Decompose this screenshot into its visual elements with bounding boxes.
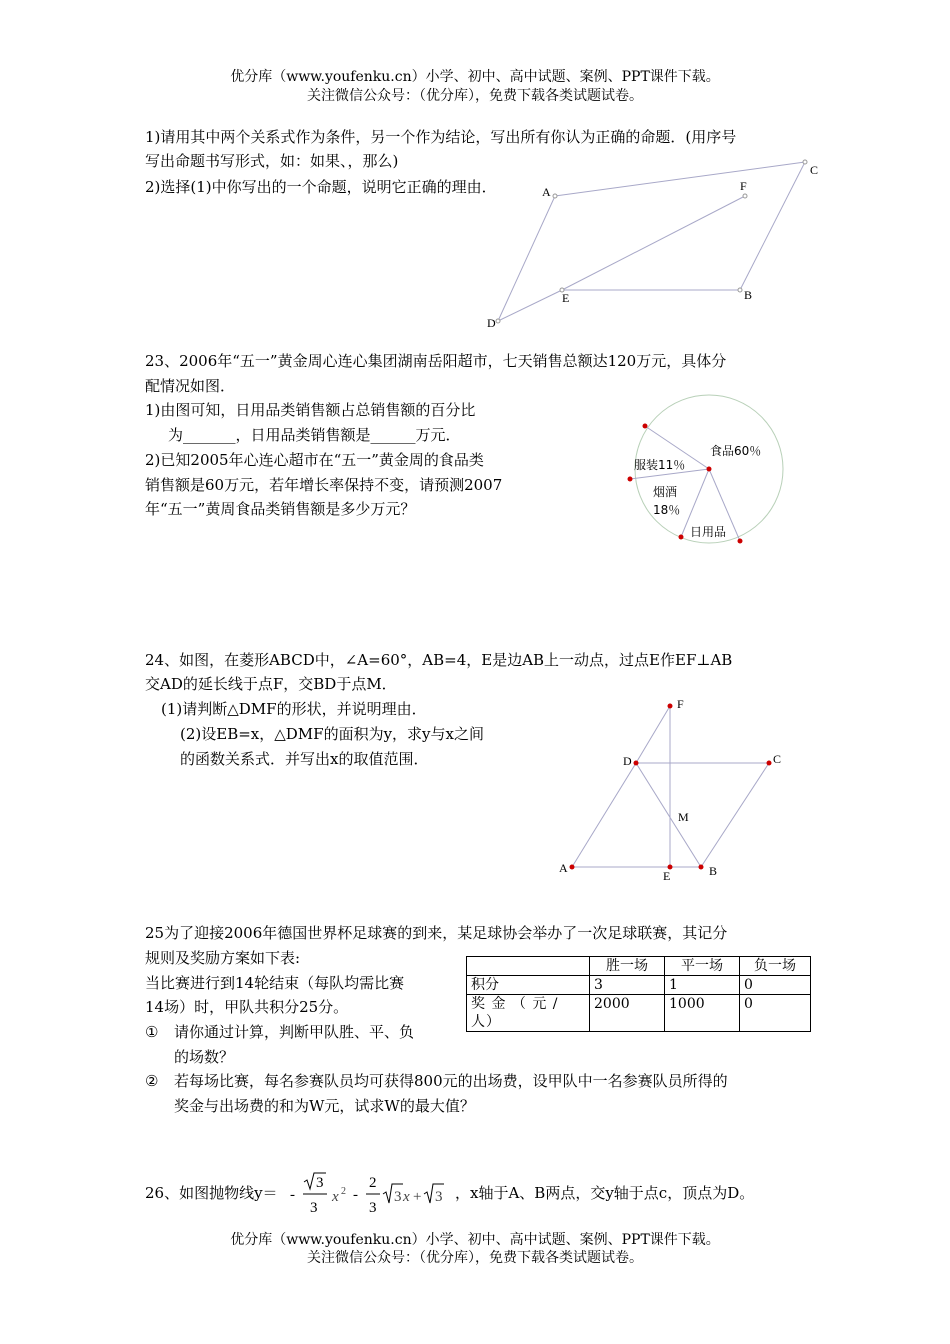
label-a: A bbox=[559, 861, 568, 875]
label-d: D bbox=[487, 316, 496, 330]
table-cell: 1000 bbox=[665, 995, 740, 1032]
q25-item-1-number: ① bbox=[145, 1023, 159, 1041]
label-m: M bbox=[678, 810, 689, 824]
label-e: E bbox=[663, 869, 671, 883]
header-line-1: 优分库（www.youfenku.cn）小学、初中、高中试题、案例、PPT课件下载。 bbox=[230, 69, 720, 85]
q25-line-1: 25为了迎接2006年德国世界杯足球赛的到来，某足球协会举办了一次足球联赛，其记分 bbox=[145, 924, 728, 942]
point-c bbox=[803, 160, 807, 164]
table-cell: 2000 bbox=[590, 995, 665, 1032]
q23-line-2: 配情况如图． bbox=[145, 377, 236, 395]
scoring-table bbox=[466, 956, 811, 1032]
pie-label-clothing: 服装11％ bbox=[634, 458, 686, 472]
q23-line-1: 23、2006年“五一”黄金周心连心集团湖南岳阳超市，七天销售总额达120万元，具体分 bbox=[145, 352, 727, 370]
table-cell: 奖 金 （ 元 / 人） bbox=[467, 995, 590, 1032]
formula-den-3b: 3 bbox=[369, 1200, 377, 1216]
formula-sqrt3-b: 3 bbox=[394, 1189, 402, 1205]
table-header-row bbox=[467, 957, 811, 976]
formula-two: 2 bbox=[369, 1175, 377, 1191]
table-cell: 积分 bbox=[467, 976, 590, 995]
q23-line-6: 销售额是60万元，若年增长率保持不变，请预测2007 bbox=[145, 476, 503, 494]
table-header-cell: 负一场 bbox=[740, 957, 811, 976]
q23-line-3: 1)由图可知，日用品类销售额占总销售额的百分比 bbox=[145, 401, 476, 419]
q25-item-2-text: 若每场比赛，每名参赛队员均可获得800元的出场费，设甲队中一名参赛队员所得的 bbox=[174, 1072, 728, 1090]
header-line-2: 关注微信公众号：（优分库），免费下载各类试题试卷。 bbox=[307, 88, 643, 104]
formula-square: 2 bbox=[341, 1186, 346, 1197]
q23-line-5: 2)已知2005年心连心超市在“五一”黄金周的食品类 bbox=[145, 451, 484, 469]
q22-line-2: 写出命题书写形式，如：如果、，那么) bbox=[145, 152, 399, 170]
pie-label-daily: 日用品 bbox=[690, 525, 727, 539]
q24-line-1: 24、如图，在菱形ABCD中，∠A=60°，AB=4，E是边AB上一动点，过点E作EF⊥AB bbox=[145, 651, 733, 669]
pie-label-tobacco: 烟酒 bbox=[653, 485, 678, 499]
table-cell: 1 bbox=[665, 976, 740, 995]
q24-line-2: 交AD的延长线于点F，交BD于点M． bbox=[145, 675, 397, 693]
q24-line-5: 的函数关系式．并写出x的取值范围． bbox=[180, 750, 429, 768]
pie-label-food: 食品60％ bbox=[710, 444, 762, 458]
point-f bbox=[743, 194, 747, 198]
label-b: B bbox=[709, 864, 718, 878]
formula-sqrt3-c: 3 bbox=[435, 1189, 443, 1205]
q26-prefix: 26、如图抛物线y＝ bbox=[145, 1184, 278, 1202]
q24-line-4: (2)设EB=x，△DMF的面积为y，求y与x之间 bbox=[180, 725, 484, 743]
table-row bbox=[467, 976, 811, 995]
label-b: B bbox=[744, 288, 753, 302]
label-e: E bbox=[562, 291, 570, 305]
q26-suffix: ，x轴于A、B两点，交y轴于点c，顶点为D。 bbox=[455, 1184, 755, 1202]
q25-item-1-text: 请你通过计算，判断甲队胜、平、负 bbox=[174, 1023, 415, 1041]
footer-line-1: 优分库（www.youfenku.cn）小学、初中、高中试题、案例、PPT课件下载。 bbox=[230, 1232, 720, 1248]
table-header-cell: 平一场 bbox=[665, 957, 740, 976]
formula-sqrt3-a: 3 bbox=[316, 1175, 324, 1191]
q23-line-7: 年“五一”黄周食品类销售额是多少万元？ bbox=[145, 500, 416, 518]
q26-formula bbox=[288, 1170, 458, 1218]
label-a: A bbox=[542, 185, 551, 199]
q22-line-1: 1)请用其中两个关系式作为条件，另一个作为结论，写出所有你认为正确的命题．(用序号 bbox=[145, 128, 737, 146]
q25-item-2-number: ② bbox=[145, 1072, 159, 1090]
formula-den-3: 3 bbox=[310, 1200, 318, 1216]
point-d bbox=[496, 319, 500, 323]
q25-line-2: 规则及奖励方案如下表: bbox=[145, 949, 301, 967]
table-header-cell bbox=[467, 957, 590, 976]
table-cell: 0 bbox=[740, 976, 811, 995]
q22-line-3: 2)选择(1)中你写出的一个命题，说明它正确的理由． bbox=[145, 178, 497, 196]
formula-minus-1: - bbox=[290, 1187, 295, 1203]
q22-figure bbox=[480, 150, 830, 335]
pie-label-tobacco-pct: 18％ bbox=[653, 503, 681, 517]
table-cell: 3 bbox=[590, 976, 665, 995]
formula-minus-2: - bbox=[353, 1187, 358, 1203]
q24-line-3: (1)请判断△DMF的形状，并说明理由． bbox=[161, 700, 427, 718]
formula-plus: + bbox=[413, 1189, 422, 1205]
label-c: C bbox=[810, 163, 819, 177]
table-row bbox=[467, 995, 811, 1032]
q25-line-3: 当比赛进行到14轮结束（每队均需比赛 bbox=[145, 974, 405, 992]
label-d: D bbox=[623, 754, 632, 768]
rhombus-figure bbox=[550, 690, 800, 885]
table-cell: 0 bbox=[740, 995, 811, 1032]
table-header-cell: 胜一场 bbox=[590, 957, 665, 976]
label-f: F bbox=[740, 179, 747, 193]
label-c: C bbox=[773, 752, 782, 766]
point-b bbox=[738, 288, 742, 292]
q23-line-4: 为_______，日用品类销售额是______万元． bbox=[168, 426, 461, 444]
pie-chart bbox=[620, 388, 795, 558]
label-f: F bbox=[677, 697, 684, 711]
q25-item-1-text-cont: 的场数？ bbox=[174, 1048, 235, 1066]
q25-line-4: 14场）时，甲队共积分25分。 bbox=[145, 998, 349, 1016]
point-a bbox=[553, 194, 557, 198]
formula-x-2: x bbox=[403, 1189, 410, 1205]
q25-item-2-text-cont: 奖金与出场费的和为W元，试求W的最大值？ bbox=[174, 1097, 475, 1115]
formula-x: x bbox=[332, 1189, 339, 1205]
footer-line-2: 关注微信公众号：（优分库），免费下载各类试题试卷。 bbox=[307, 1250, 643, 1266]
